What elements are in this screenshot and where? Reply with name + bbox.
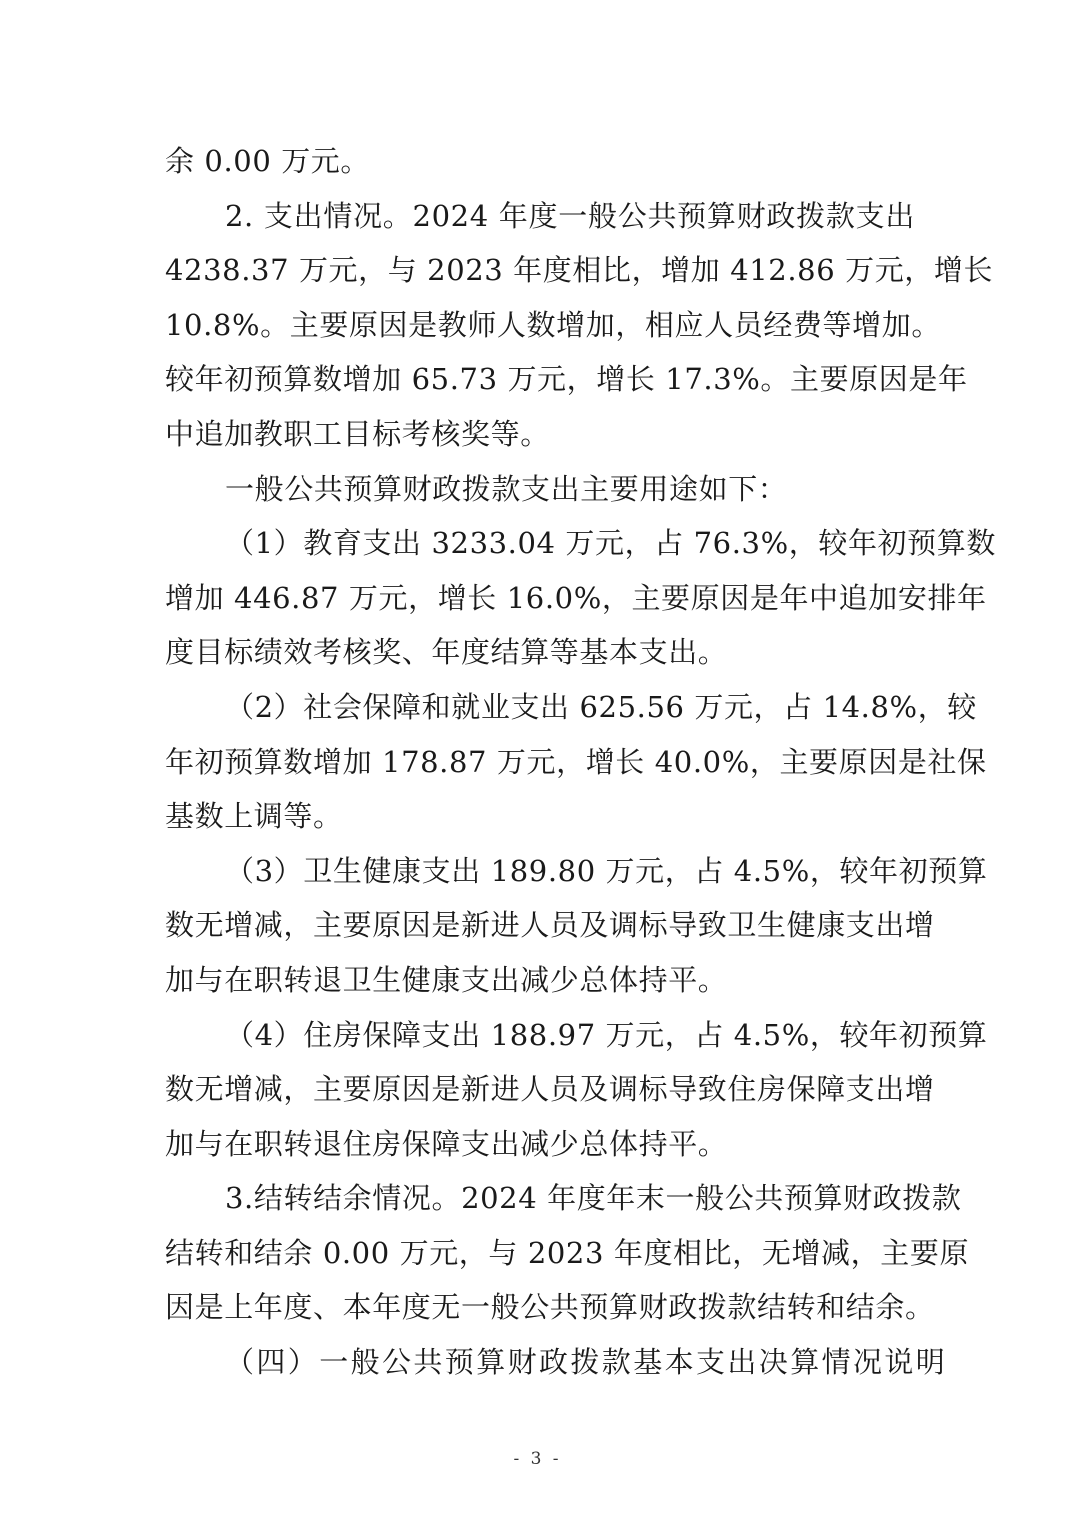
- text-line-17: （4）住房保障支出 188.97 万元，占 4.5%，较年初预算: [225, 1017, 988, 1052]
- text-line-14: （3）卫生健康支出 189.80 万元，占 4.5%，较年初预算: [225, 853, 988, 888]
- text-line-9: 增加 446.87 万元，增长 16.0%，主要原因是年中追加安排年: [165, 580, 987, 615]
- document-body: [165, 134, 996, 1390]
- text-line-20: 3.结转结余情况。2024 年度年末一般公共预算财政拨款: [225, 1181, 962, 1216]
- text-line-7: 一般公共预算财政拨款支出主要用途如下：: [225, 471, 788, 506]
- text-line-22: 因是上年度、本年度无一般公共预算财政拨款结转和结余。: [165, 1290, 935, 1325]
- section-heading: （四）一般公共预算财政拨款基本支出决算情况说明: [225, 1345, 948, 1380]
- text-line-11: （2）社会保障和就业支出 625.56 万元，占 14.8%，较: [225, 689, 977, 724]
- text-line-10: 度目标绩效考核奖、年度结算等基本支出。: [165, 635, 728, 670]
- text-line-15: 数无增减，主要原因是新进人员及调标导致卫生健康支出增: [165, 908, 935, 943]
- text-line-2: 2. 支出情况。2024 年度一般公共预算财政拨款支出: [225, 198, 915, 233]
- text-line-21: 结转和结余 0.00 万元，与 2023 年度相比，无增减，主要原: [165, 1235, 970, 1270]
- text-line-18: 数无增减，主要原因是新进人员及调标导致住房保障支出增: [165, 1072, 935, 1107]
- text-line-19: 加与在职转退住房保障支出减少总体持平。: [165, 1126, 728, 1161]
- text-line-8: （1）教育支出 3233.04 万元，占 76.3%，较年初预算数: [225, 526, 996, 561]
- page-number: - 3 -: [513, 1449, 562, 1469]
- text-line-6: 中追加教职工目标考核奖等。: [165, 416, 550, 451]
- text-line-13: 基数上调等。: [165, 799, 343, 834]
- text-line-5: 较年初预算数增加 65.73 万元，增长 17.3%。主要原因是年: [165, 362, 968, 397]
- text-line-3: 4238.37 万元，与 2023 年度相比，增加 412.86 万元，增长: [165, 253, 994, 288]
- text-line-4: 10.8%。主要原因是教师人数增加，相应人员经费等增加。: [165, 307, 941, 342]
- text-line-12: 年初预算数增加 178.87 万元，增长 40.0%，主要原因是社保: [165, 744, 987, 779]
- text-line-1: 余 0.00 万元。: [165, 144, 371, 178]
- text-line-16: 加与在职转退卫生健康支出减少总体持平。: [165, 962, 728, 997]
